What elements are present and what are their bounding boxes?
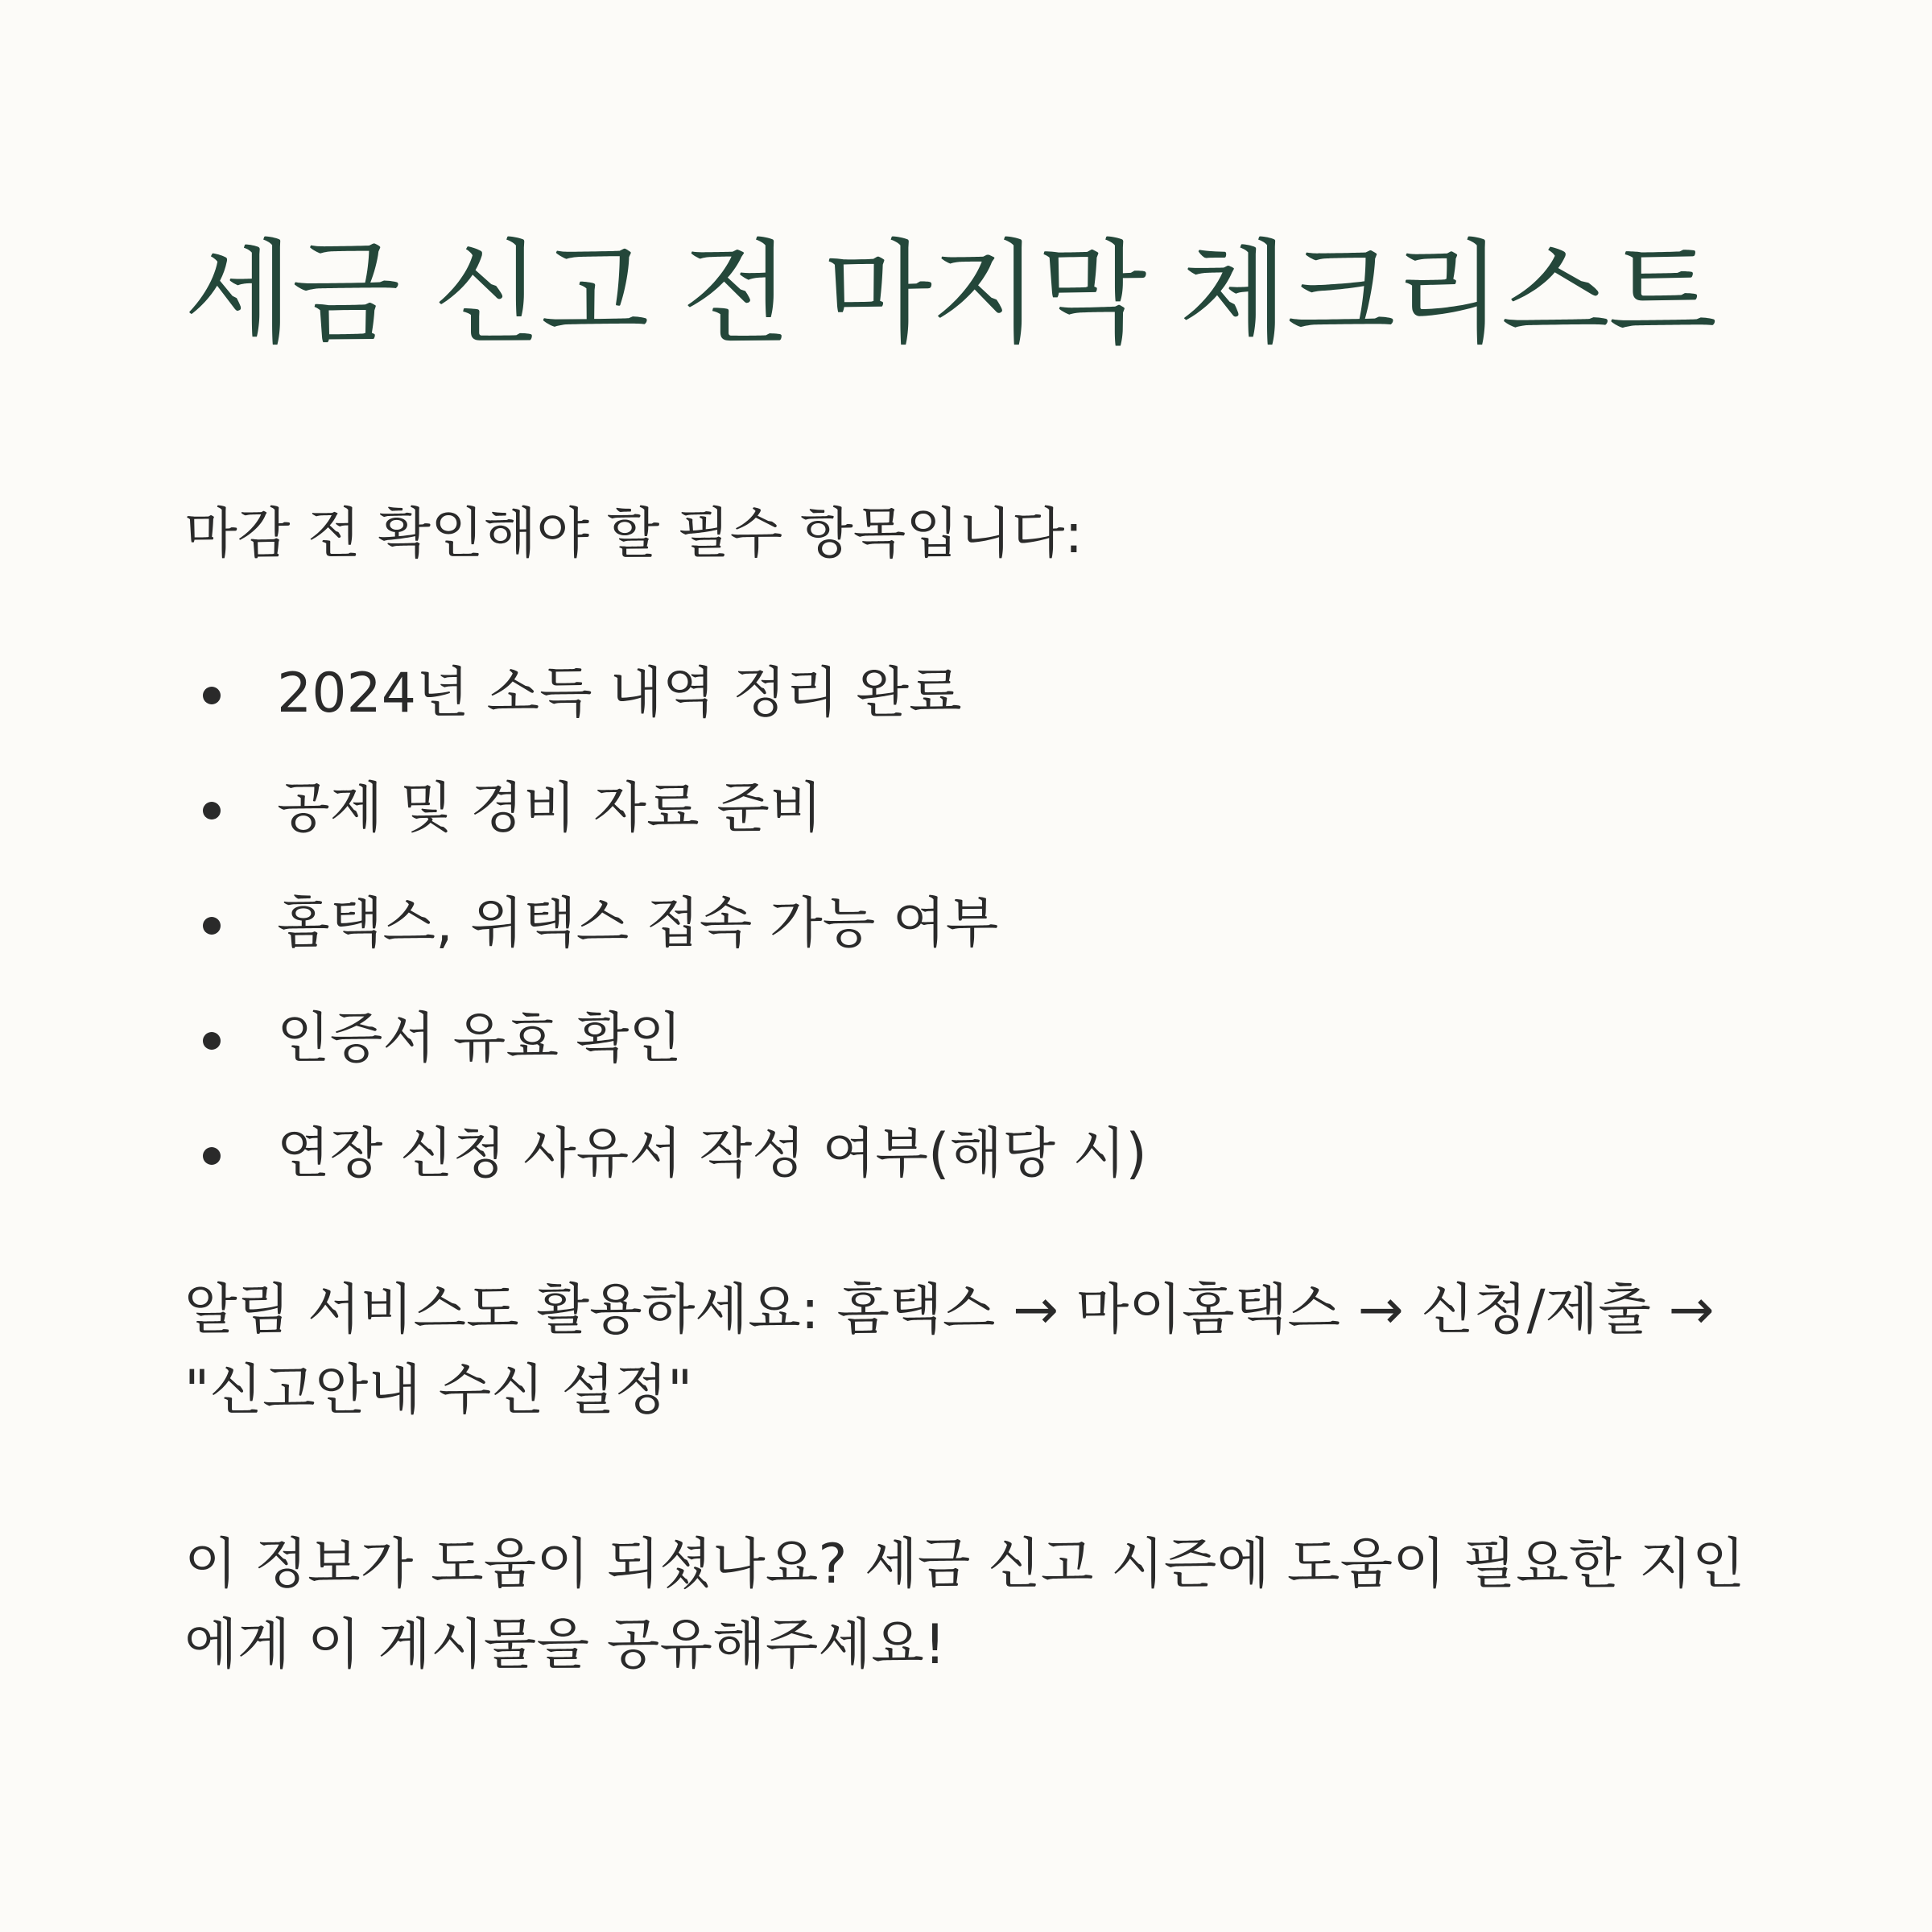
list-item-text: 공제 및 경비 자료 준비 <box>277 777 823 840</box>
list-item <box>184 1114 1147 1229</box>
list-item <box>184 999 1147 1114</box>
list-item-text: 홈택스, 위택스 접속 가능 여부 <box>277 892 999 956</box>
notification-tip: 알림 서비스도 활용하세요: 홈택스 → 마이홈택스 → 신청/제출 → "신고안내 수신 설정" <box>184 1278 1715 1422</box>
list-item-text: 연장 신청 사유서 작성 여부(해당 시) <box>277 1122 1147 1186</box>
list-item <box>184 769 1147 884</box>
page-title: 세금 신고 전 마지막 체크리스트 <box>184 229 1716 360</box>
post-card <box>184 0 1778 1932</box>
checklist <box>184 654 1147 1229</box>
bullet-icon <box>203 687 221 704</box>
intro-text: 마감 전 확인해야 할 필수 항목입니다: <box>184 502 1084 566</box>
closing-message: 이 정보가 도움이 되셨나요? 세금 신고 시즌에 도움이 필요한 지인에게 이 게시물을 공유해주세요! <box>184 1533 1745 1677</box>
list-item <box>184 884 1147 999</box>
list-item-text: 인증서 유효 확인 <box>277 1007 683 1071</box>
bullet-icon <box>203 917 221 935</box>
bullet-icon <box>203 1032 221 1050</box>
bullet-icon <box>203 1147 221 1165</box>
bullet-icon <box>203 802 221 819</box>
list-item <box>184 654 1147 769</box>
list-item-text: 2024년 소득 내역 정리 완료 <box>277 662 962 725</box>
